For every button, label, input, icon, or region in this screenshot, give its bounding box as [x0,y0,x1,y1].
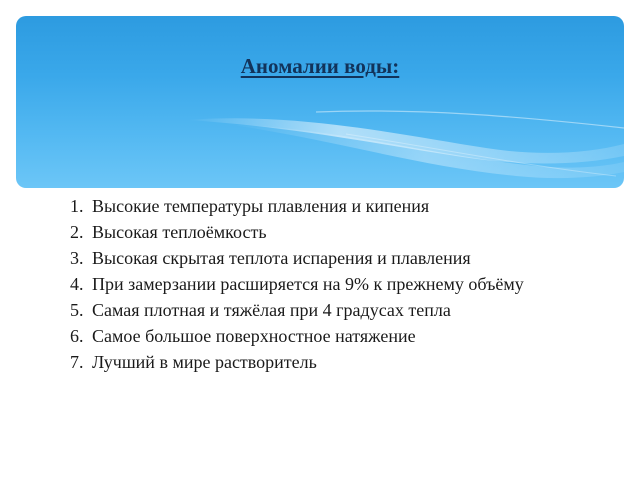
list-item [70,196,590,216]
list-item-text: При замерзании расширяется на 9% к прежнему объёму [92,274,524,294]
list-item-text: Самая плотная и тяжёлая при 4 градусах тепла [92,300,451,320]
list-item-text: Самое большое поверхностное натяжение [92,326,416,346]
list-item-text: Высокая теплоёмкость [92,222,267,242]
list-item-text: Высокие температуры плавления и кипения [92,196,430,216]
page-title: Аномалии воды: [240,54,400,78]
list-item [70,274,590,294]
list-item-number: 4. [70,274,84,294]
list-item [70,222,590,242]
list-item-text: Высокая скрытая теплота испарения и плавления [92,248,471,268]
list-item [70,300,590,320]
list-item [70,248,590,268]
wave-decoration-icon [16,16,624,188]
list-item-number: 1. [70,196,84,216]
list-item-number: 6. [70,326,84,346]
list-item [70,326,590,346]
list-item-number: 2. [70,222,84,242]
list-item-number: 7. [70,352,84,372]
list-item-number: 3. [70,248,84,268]
list-item [70,352,590,372]
list-item-text: Лучший в мире растворитель [92,352,317,372]
anomalies-list [70,196,590,378]
list-item-number: 5. [70,300,84,320]
title-banner [16,16,624,188]
